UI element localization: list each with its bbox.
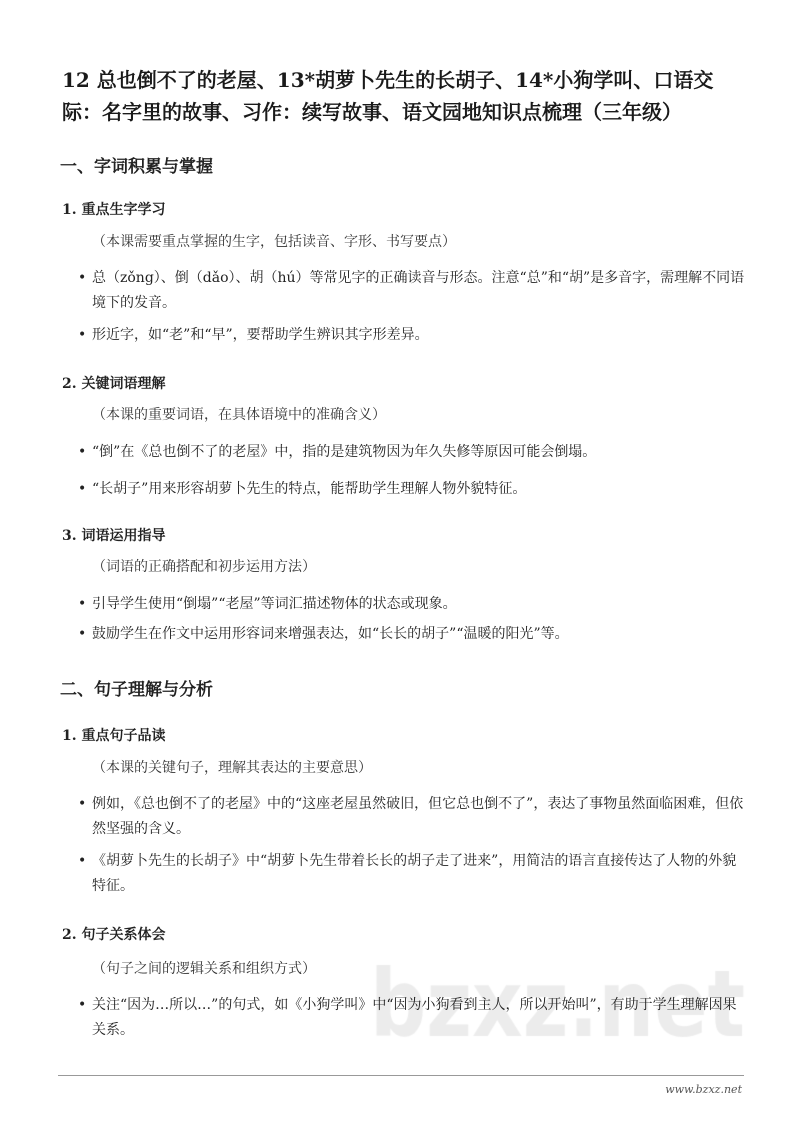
- list-item: • 总（zǒng）、倒（dǎo）、胡（hú）等常见字的正确读音与形态。注意“总”和“胡”是多音字，需理解不同语境下的发音。: [78, 266, 748, 323]
- subsection-heading: 2. 句子关系体会: [62, 927, 166, 943]
- subsection-heading: 2. 关键词语理解: [62, 376, 166, 392]
- subsection-heading: 1. 重点句子品读: [62, 728, 166, 744]
- subsection-note: （本课的重要词语，在具体语境中的准确含义）: [92, 407, 386, 423]
- subsection-heading: 3. 词语运用指导: [62, 528, 166, 544]
- section-heading: 二、句子理解与分析: [60, 680, 213, 700]
- document-body: [0, 64, 800, 1043]
- list-item: • “倒”在《总也倒不了的老屋》中，指的是建筑物因为年久失修等原因可能会倒塌。: [78, 440, 748, 477]
- list-item: • 关注“因为…所以…”的句式，如《小狗学叫》中“因为小狗看到主人，所以开始叫”，有助于学生理解因果关系。: [78, 993, 748, 1043]
- list-item: • “长胡子”用来形容胡萝卜先生的特点，能帮助学生理解人物外貌特征。: [78, 477, 748, 526]
- document-title: 12 总也倒不了的老屋、13*胡萝卜先生的长胡子、14*小狗学叫、口语交际：名字里的故事、习作：续写故事、语文园地知识点梳理（三年级）: [62, 68, 714, 124]
- subsection-note: （词语的正确搭配和初步运用方法）: [92, 559, 316, 575]
- subsection-note: （句子之间的逻辑关系和组织方式）: [92, 961, 316, 977]
- list-item: • 形近字，如“老”和“早”，要帮助学生辨识其字形差异。: [78, 323, 748, 374]
- list-item: • 例如，《总也倒不了的老屋》中的“这座老屋虽然破旧，但它总也倒不了”，表达了事物虽然面临困难，但依然坚强的含义。: [78, 792, 748, 849]
- section-heading: 一、字词积累与掌握: [60, 157, 213, 177]
- subsection-note: （本课的关键句子，理解其表达的主要意思）: [92, 760, 372, 776]
- subsection-heading: 1. 重点生字学习: [62, 202, 166, 218]
- list-item: • 《胡萝卜先生的长胡子》中“胡萝卜先生带着长长的胡子走了进来”，用简洁的语言直接传达了人物的外貌特征。: [78, 849, 748, 925]
- footer-divider: [58, 1075, 744, 1076]
- footer-url: www.bzxz.net: [665, 1083, 742, 1096]
- list-item: • 鼓励学生在作文中运用形容词来增强表达，如“长长的胡子”“温暖的阳光”等。: [78, 622, 748, 679]
- subsection-note: （本课需要重点掌握的生字，包括读音、字形、书写要点）: [92, 234, 456, 250]
- list-item: • 引导学生使用“倒塌”“老屋”等词汇描述物体的状态或现象。: [78, 592, 748, 622]
